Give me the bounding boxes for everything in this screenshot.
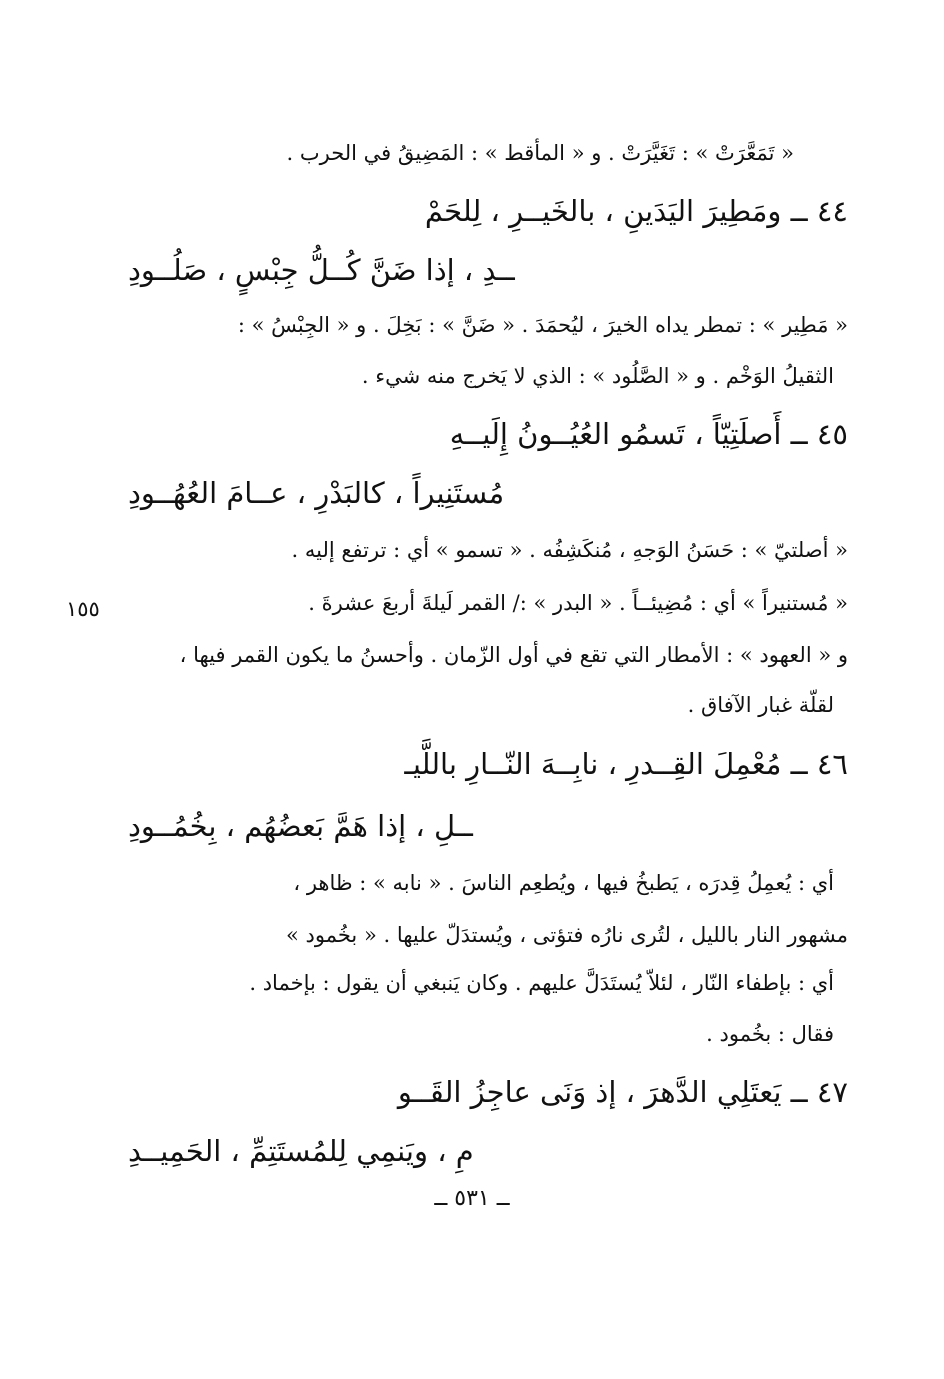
note-line: أي : بإطفاء النّار ، لئلاّ يُستَدَلَّ عليهم . وكان يَنبغي أن يقول : بإخماد . xyxy=(249,971,834,995)
note-line: « أصلتيّ » : حَسَنُ الوَجهِ ، مُنكَشِفُه . « تسمو » أي : ترتفع إليه . xyxy=(291,538,848,562)
verse-line: ــدِ ، إذا ضَنَّ كُــلُّ جِبْسٍ ، صَلُــودِ xyxy=(128,253,515,287)
verse-line: مِ ، ويَنمِي لِلمُستَتِمِّ ، الحَمِيــدِ xyxy=(128,1134,474,1168)
page-number: ــ ٥٣١ ــ xyxy=(434,1186,510,1211)
verse-line: ٤٧ ــ يَعتَلِي الدَّهرَ ، إذ وَنَى عاجِزُ القَــو xyxy=(397,1075,848,1109)
note-line: « مُستنيراً » أي : مُضِيئــاً . « البدر » :/ القمر لَيلةَ أربعَ عشرةَ . xyxy=(308,591,848,615)
verse-line: ٤٤ ــ ومَطِيرَ اليَدَينِ ، بالخَيــرِ ، لِلحَمْ xyxy=(424,194,848,228)
note-line: مشهور النار بالليل ، لتُرى نارُه فتؤتى ، ويُستدَلّ عليها . « بخُمود » xyxy=(286,923,848,947)
note-line: فقال : بخُمود . xyxy=(706,1022,834,1046)
note-line: « مَطِير » : تمطر يداه الخيرَ ، ليُحمَدَ . « ضَنَّ » : بَخِلَ . و « الجِبْسُ » : xyxy=(237,313,848,337)
verse-line: مُستَنِيراً ، كالبَدْرِ ، عــامَ العُهُــودِ xyxy=(128,476,505,510)
note-line: لقلّة غبار الآفاق . xyxy=(687,693,834,717)
note-line: « تَمَعَّرَتْ » : تَغَيَّرَتْ . و « المأقط » : المَضِيقُ في الحرب . xyxy=(286,141,794,165)
verse-line: ــلِ ، إذا هَمَّ بَعضُهُم ، بِخُمُــودِ xyxy=(128,809,473,843)
note-line: و « العهود » : الأمطار التي تقع في أول الزّمان . وأحسنُ ما يكون القمر فيها ، xyxy=(179,643,848,667)
margin-page-reference: ١٥٥ xyxy=(66,597,100,621)
verse-line: ٤٥ ــ أَصلَتِيّاً ، تَسمُو العُيُــونُ إِلَيــهِ xyxy=(449,417,848,451)
verse-line: ٤٦ ــ مُعْمِلَ القِــدرِ ، نابِــهَ النّــارِ باللَّيـ xyxy=(404,747,848,781)
note-line: الثقيلُ الوَخْم . و « الصَّلُود » : الذي لا يَخرج منه شيء . xyxy=(361,364,834,388)
note-line: أي : يُعمِلُ قِدرَه ، يَطبخُ فيها ، ويُطعِم الناسَ . « نابه » : ظاهر ، xyxy=(293,871,834,895)
